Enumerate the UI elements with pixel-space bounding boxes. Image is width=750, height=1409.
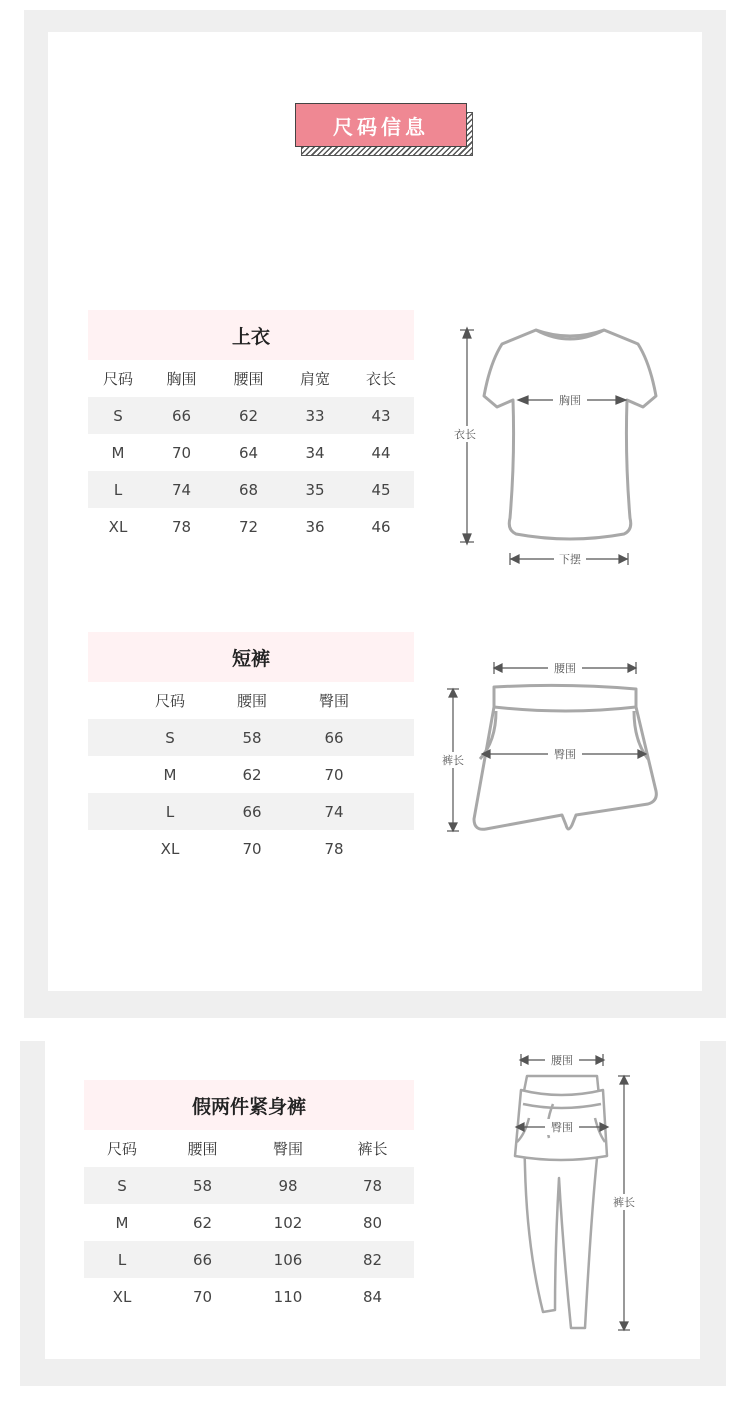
table-cell: 98 bbox=[278, 1176, 298, 1195]
column-header: 臀围 bbox=[272, 1140, 303, 1158]
leggings-size-table bbox=[84, 1080, 414, 1315]
table-cell: 74 bbox=[324, 802, 344, 821]
shorts-table-title: 短裤 bbox=[88, 632, 414, 682]
column-header: 胸围 bbox=[166, 370, 197, 388]
waist-measure-label: 腰围 bbox=[551, 1054, 573, 1067]
table-cell: 78 bbox=[171, 517, 192, 536]
length-measure-label: 裤长 bbox=[613, 1196, 635, 1209]
table-cell: 102 bbox=[273, 1213, 303, 1232]
table-cell: M bbox=[163, 765, 177, 784]
table-cell: 84 bbox=[362, 1287, 383, 1306]
table-cell: 64 bbox=[238, 443, 259, 462]
table-cell: 66 bbox=[324, 728, 344, 747]
table-cell: 68 bbox=[238, 480, 259, 499]
table-cell: 58 bbox=[242, 728, 262, 747]
leggings-diagram bbox=[505, 1048, 655, 1338]
table-cell: M bbox=[115, 1213, 129, 1232]
shorts-diagram bbox=[436, 655, 676, 845]
table-row bbox=[88, 756, 414, 793]
table-cell: 36 bbox=[305, 517, 325, 536]
column-header: 肩宽 bbox=[299, 370, 330, 388]
table-cell: 45 bbox=[371, 480, 391, 499]
table-row bbox=[84, 1167, 414, 1204]
table-row bbox=[84, 1241, 414, 1278]
table-cell: L bbox=[113, 480, 123, 499]
hip-measure-label: 臀围 bbox=[551, 1121, 573, 1134]
badge-label: 尺码信息 bbox=[295, 103, 467, 147]
table-cell: 34 bbox=[305, 443, 325, 462]
column-header: 腰围 bbox=[233, 370, 264, 388]
table-cell: 78 bbox=[324, 839, 344, 858]
table-row bbox=[88, 793, 414, 830]
shorts-header-row bbox=[88, 682, 414, 719]
table-row bbox=[88, 471, 414, 508]
column-header: 裤长 bbox=[357, 1140, 388, 1158]
table-cell: L bbox=[117, 1250, 127, 1269]
table-cell: 72 bbox=[238, 517, 259, 536]
table-cell: 58 bbox=[192, 1176, 213, 1195]
table-cell: 70 bbox=[171, 443, 192, 462]
shorts-size-table bbox=[88, 632, 414, 867]
table-cell: 46 bbox=[371, 517, 391, 536]
table-cell: 62 bbox=[238, 406, 259, 425]
table-cell: 33 bbox=[305, 406, 325, 425]
table-cell: 80 bbox=[362, 1213, 383, 1232]
table-row bbox=[88, 397, 414, 434]
tops-header-row bbox=[88, 360, 414, 397]
size-info-badge bbox=[295, 103, 471, 149]
tops-table-title: 上衣 bbox=[88, 310, 414, 360]
tshirt-diagram bbox=[440, 318, 680, 578]
chest-measure-label: 胸围 bbox=[559, 394, 581, 407]
table-cell: 62 bbox=[192, 1213, 213, 1232]
table-row bbox=[88, 719, 414, 756]
hem-measure-label: 下摆 bbox=[559, 553, 581, 566]
table-cell: 66 bbox=[171, 406, 192, 425]
column-header: 臀围 bbox=[318, 692, 349, 710]
column-header: 尺码 bbox=[102, 370, 133, 388]
table-cell: XL bbox=[108, 517, 128, 536]
table-row bbox=[88, 434, 414, 471]
table-cell: 78 bbox=[362, 1176, 383, 1195]
table-cell: 110 bbox=[273, 1287, 303, 1306]
table-cell: 62 bbox=[242, 765, 262, 784]
column-header: 腰围 bbox=[236, 692, 267, 710]
table-cell: 44 bbox=[371, 443, 391, 462]
length-measure-label: 裤长 bbox=[442, 754, 464, 767]
table-cell: L bbox=[165, 802, 175, 821]
table-cell: 43 bbox=[371, 406, 391, 425]
hip-measure-label: 臀围 bbox=[554, 748, 576, 761]
length-measure-label: 衣长 bbox=[454, 428, 476, 441]
table-cell: S bbox=[165, 728, 175, 747]
table-cell: 74 bbox=[171, 480, 192, 499]
column-header: 尺码 bbox=[106, 1140, 137, 1158]
column-header: 腰围 bbox=[187, 1140, 218, 1158]
table-cell: XL bbox=[160, 839, 180, 858]
column-header: 尺码 bbox=[154, 692, 185, 710]
table-row bbox=[88, 508, 414, 545]
table-cell: 66 bbox=[242, 802, 262, 821]
waist-measure-label: 腰围 bbox=[554, 662, 576, 675]
table-row bbox=[84, 1204, 414, 1241]
leggings-table-title: 假两件紧身裤 bbox=[84, 1080, 414, 1130]
table-cell: 70 bbox=[192, 1287, 213, 1306]
table-cell: 70 bbox=[242, 839, 262, 858]
tops-size-table bbox=[88, 310, 414, 545]
table-row bbox=[88, 830, 414, 867]
table-cell: M bbox=[111, 443, 125, 462]
table-cell: 35 bbox=[305, 480, 325, 499]
table-cell: 106 bbox=[273, 1250, 303, 1269]
table-row bbox=[84, 1278, 414, 1315]
leggings-header-row bbox=[84, 1130, 414, 1167]
column-header: 衣长 bbox=[365, 370, 396, 388]
table-cell: XL bbox=[112, 1287, 132, 1306]
table-cell: 66 bbox=[192, 1250, 213, 1269]
table-cell: S bbox=[117, 1176, 127, 1195]
table-cell: 82 bbox=[362, 1250, 383, 1269]
table-cell: S bbox=[113, 406, 123, 425]
table-cell: 70 bbox=[324, 765, 344, 784]
